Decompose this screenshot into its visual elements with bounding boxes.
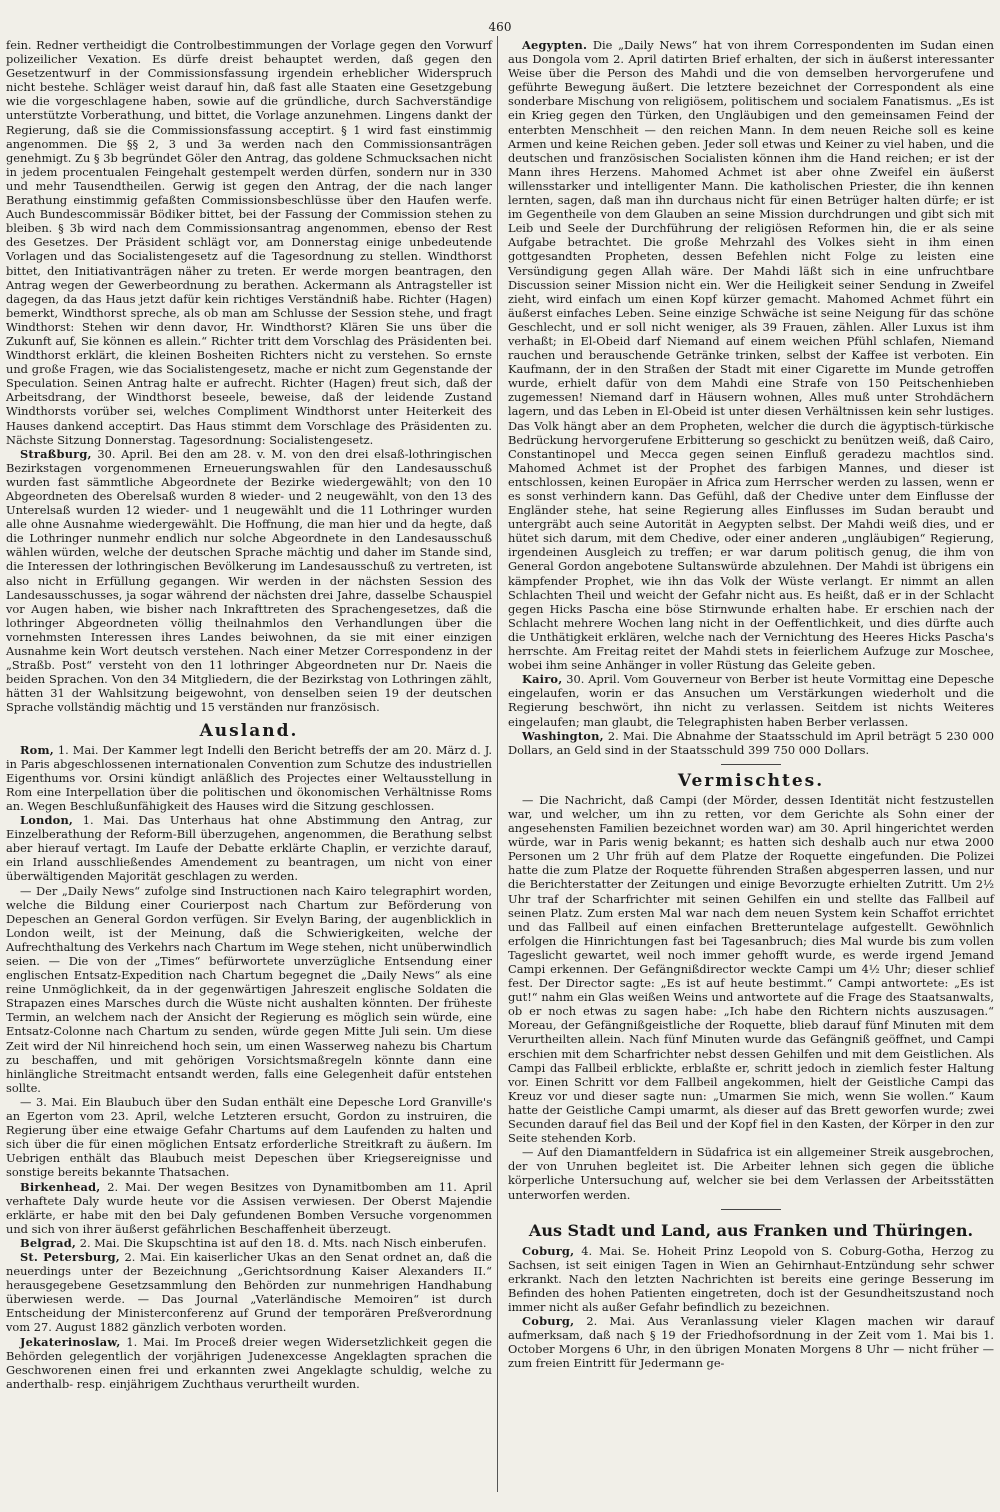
dateline: Washington, [522,728,604,743]
right-column [508,38,994,1512]
dateline: Birkenhead, [20,1179,101,1194]
dateline: Jekaterinoslaw, [20,1334,121,1349]
article-reichstag-continued: fein. Redner vertheidigt die Controlbestimmungen der Vorlage gegen den Vorwurf polizeilicher Vexation. Es dürfe dreist behauptet werden, daß gegen den Gesetzentwurf in der Commissionsfassung irgendein erheblicher Widerspruch nicht bestehe. Schläger weist darauf hin, daß fast alle Staaten eine Gesetzgebung wie die vorgeschlagene haben, sowie auf die gründliche, durch Sachverständige unterstützte Vorberathung, und bittet, die Vorlage anzunehmen. Lingens dankt der Regierung, daß sie die Commissionsfassung acceptirt. § 1 wird fast einstimmig angenommen. Die §§ 2, 3 und 3a werden nach den Commissionsanträgen genehmigt. Zu § 3b begründet Göler den Antrag, das goldene Schmucksachen nicht in jedem procentualen Feingehalt gestempelt werden dürfen, sondern nur in 330 und mehr Tausendtheilen. Gerwig ist gegen den Antrag, der die nach langer Berathung einstimmig gefaßten Commissionsbeschlüsse über den Haufen werfe. Auch Bundescommissär Bödiker bittet, bei der Fassung der Commission stehen zu bleiben. § 3b wird nach dem Commissionsantrag angenommen, ebenso der Rest des Gesetzes. Der Präsident schlägt vor, am Donnerstag einige unbedeutende Vorlagen und das Socialistengesetz auf die Tagesordnung zu stellen. Windthorst bittet, den Initiativanträgen näher zu treten. Er werde morgen beantragen, den Antrag wegen der Gewerbeordnung zu berathen. Ackermann als Antragsteller ist dagegen, da das Haus jetzt dafür kein richtiges Verständniß habe. Richter (Hagen) bemerkt, Windthorst spreche, als ob man am Schlusse der Session stehe, und fragt Windthorst: Stehen wir denn davor, Hr. Windthorst? Klären Sie uns über die Zukunft auf, Sie können es allein.“ Richter tritt dem Vorschlag des Präsidenten bei. Windthorst erklärt, die kleinen Bosheiten Richters nicht zu verstehen. So ernste und große Fragen, wie das Socialistengesetz, mache er nicht zum Gegenstande der Speculation. Seinen Antrag halte er aufrecht. Richter (Hagen) freut sich, daß der Arbeitsdrang, der Windthorst beseele, beweise, daß der leidende Zustand Windthorsts vorüber sei, welches Compliment Windthorst unter Heiterkeit des Hauses dankend acceptirt. Das Haus stimmt dem Vorschlage des Präsidenten zu. Nächste Sitzung Donnerstag. Tagesordnung: Socialistengesetz. [6,38,492,447]
section-heading-ausland: Ausland. [199,720,299,741]
dateline: Belgrad, [20,1235,77,1250]
article-coburg-1 [508,1244,994,1314]
column-divider [497,36,498,1492]
article-body: 2. Mai. Die Skupschtina ist auf den 18. d. Mts. nach Nisch einberufen. [76,1235,487,1250]
article-body: 30. April. Vom Gouverneur von Berber ist heute Vormittag eine Depesche eingelaufen, worin er das Ansuchen um Verstärkungen wiederholt und die Regierung beschwört, ihn nicht zu verlassen. Seitdem ist nichts Weiteres eingelaufen; man glaubt, die Telegraphisten haben Berber verlassen. [508,672,994,729]
article-blaubuch: — 3. Mai. Ein Blaubuch über den Sudan enthält eine Depesche Lord Granville's an Egerton vom 23. April, welche Letzteren ersucht, Gordon zu instruiren, die Regierung über eine etwaige Gefahr Chartums auf dem Laufenden zu halten und sich über die für einen möglichen Entsatz erforderliche Streitkraft zu äußern. Im Uebrigen enthält das Blaubuch meist Depeschen über Kriegsereignisse und sonstige bereits bekannte Thatsachen. [6,1094,492,1180]
article-body: 2. Mai. Ein kaiserlicher Ukas an den Senat ordnet an, daß die neuerdings unter der Bezeichnung „Gerichtsordnung Kaiser Alexanders II.“ herausgegebene Gesetzsammlung den Behörden zur nunmehrigen Handhabung überwiesen werde. — Das Journal „Vaterländische Memoiren“ ist durch Entscheidung der Ministerconferenz auf Grund der temporären Preßverordnung vom 27. August 1882 gänzlich verboten worden. [6,1249,492,1335]
article-kairo [508,672,994,728]
dateline: Coburg, [522,1243,575,1258]
article-birkenhead [6,1180,492,1236]
dateline: Kairo, [522,672,563,687]
article-diamantfelder: — Auf den Diamantfeldern in Südafrica ist ein allgemeiner Streik ausgebrochen, der von Unruhen begleitet ist. Die Arbeiter lehnen sich gegen die übliche körperliche Untersuchung auf, welcher sie bei dem Verlassen der Arbeitsstätten unterworfen werden. [508,1145,994,1202]
article-aegypten [508,38,994,672]
section-divider [721,764,781,765]
article-strassburg [6,447,492,715]
section-heading-stadt-und-land: Aus Stadt und Land, aus Franken und Thüringen. [528,1220,974,1240]
dateline: St. Petersburg, [20,1249,120,1264]
article-body: 4. Mai. Se. Hoheit Prinz Leopold von S. Coburg-Gotha, Herzog zu Sachsen, ist seit einigen Tagen in Wien an Gehirnhaut-Entzündung sehr schwer erkrankt. Nach den letzten Nachrichten ist bereits eine geringe Besserung im Befinden des hohen Patienten eingetreten, doch ist der Gesundheitszustand noch immer nicht als außer Gefahr befindlich zu bezeichnen. [508,1243,994,1315]
article-belgrad [6,1236,492,1250]
dateline: Rom, [20,742,54,757]
article-body: Die „Daily News“ hat von ihrem Correspondenten im Sudan einen aus Dongola vom 2. April datirten Brief erhalten, der sich in äußerst interessanter Weise über die Person des Mahdi und die von demselben hervorgerufene und geführte Bewegung äußert. Die letztere bezeichnet der Correspondent als eine sonderbare Mischung von religiösem, politischem und socialem Fanatismus. „Es ist ein Krieg gegen den Türken, den Ungläubigen und den gemeinsamen Feind der enterbten Menschheit — den reichen Mann. In dem neuen Reiche soll es keine Armen und keine Reichen geben. Jeder soll etwas und Keiner zu viel haben, und die deutschen und französischen Socialisten können ihm die Hand reichen; er ist der Mann ihres Herzens. Mahomed Achmet ist aber ohne Zweifel ein äußerst willensstarker und intelligenter Mann. Die katholischen Priester, die ihn kennen lernten, sagen, daß man ihn durchaus nicht für einen Betrüger halten dürfe; er ist im Gegentheile von dem Glauben an seine Mission durchdrungen und gibt sich mit Leib und Seele der Durchführung der religiösen Reformen hin, die er als seine Aufgabe betrachtet. Die große Mehrzahl des Volkes sieht in ihm einen gottgesandten Propheten, dessen Befehlen nicht Folge zu leisten eine Versündigung gegen Allah wäre. Der Mahdi läßt sich in eine unfruchtbare Discussion seiner Mission nicht ein. Wer die Heiligkeit seiner Sendung in Zweifel zieht, wird einfach um einen Kopf kürzer gemacht. Mahomed Achmet führt ein äußerst einfaches Leben. Seine einzige Schwäche ist seine Neigung für das schöne Geschlecht, und er soll nicht weniger, als 39 Frauen, zählen. Aller Luxus ist ihm verhaßt; in El-Obeid darf Niemand auf einem weichen Pfühl schlafen, Niemand rauchen und berauschende Getränke trinken, selbst der Kaffee ist verboten. Ein Kaufmann, der in den Straßen der Stadt mit einer Cigarette im Munde getroffen wurde, erhielt dafür von dem Mahdi eine Strafe von 150 Peitschenhieben zugemessen! Niemand darf in Häusern wohnen, Alles muß unter Strohdächern lagern, und das Leben in El-Obeid ist unter diesen Verhältnissen kein sehr lustiges. Das Volk hängt aber an dem Propheten, welcher die durch die ägyptisch-türkische Bedrückung hervorgerufene Erbitterung so geschickt zu benützen weiß, daß Cairo, Constantinopel und Mecca gegen seinen Einfluß geradezu machtlos sind. Mahomed Achmet ist der Prophet des farbigen Mannes, und dieser ist entschlossen, keinen Europäer in Africa zum Herrscher werden zu lassen, wenn er es sonst verhindern kann. Das Gefühl, daß der Chedive unter dem Einflusse der Engländer stehe, hat seine Regierung alles Einflusses im Sudan beraubt und untergräbt auch seine Autorität in Aegypten selbst. Der Mahdi weiß dies, und er hütet sich darum, mit dem Chedive, oder einer anderen „ungläubigen“ Regierung, irgendeinen Ausgleich zu treffen; er war darum politisch genug, die ihm von General Gordon angebotene Sultanswürde abzulehnen. Der Mahdi ist übrigens ein kämpfender Prophet, wie ihn das Volk der Wüste verlangt. Er nimmt an allen Schlachten Theil und weicht der Gefahr nicht aus. Es heißt, daß er in der Schlacht gegen Hicks Pascha eine böse Stirnwunde erhalten habe. Er erschien nach der Schlacht mehrere Wochen lang nicht in der Oeffentlichkeit, und dies dürfte auch die Unthätigkeit erklären, welche nach der Vernichtung des Heeres Hicks Pascha's herrschte. Am Freitag reitet der Mahdi stets in feierlichem Aufzuge zur Moschee, wobei ihm seine Anhänger in voller Rüstung das Geleite geben. [508,38,994,673]
article-campi: — Die Nachricht, daß Campi (der Mörder, dessen Identität nicht festzustellen war, und welcher, um ihn zu retten, vor dem Gerichte als Sohn einer der angesehensten Familien bezeichnet worden war) am 30. April hingerichtet werden würde, war in Paris wenig bekannt; es hatten sich deshalb auch nur etwa 2000 Personen um 2 Uhr früh auf dem Platze der Roquette eingefunden. Die Polizei hatte die zum Platze der Roquette führenden Straßen abgesperren lassen, und nur die Berichterstatter der Zeitungen und einige Bevorzugte erhielten Zutritt. Um 2½ Uhr traf der Scharfrichter mit seinen Gehilfen ein und stellte das Fallbeil auf seinen Platz. Zum ersten Mal war nach dem neuen System kein Schaffot errichtet und das Fallbeil auf einen einfachen Bretteruntelage aufgestellt. Gewöhnlich erfolgen die Hinrichtungen fast bei Tagesanbruch; dies Mal wurde bis zum vollen Tageslicht gewartet, weil noch immer gehofft wurde, es werde irgend Jemand Campi erkennen. Der Gefängnißdirector weckte Campi um 4½ Uhr; dieser schlief fest. Der Director sagte: „Es ist auf heute bestimmt.“ Campi antwortete: „Es ist gut!“ nahm ein Glas weißen Weins und antwortete auf die Frage des Staatsanwalts, ob er noch etwas zu sagen habe: „Ich habe den Richtern nichts auszusagen.“ Moreau, der Gefängnißgeistliche der Roquette, blieb darauf fünf Minuten mit dem Verurtheilten allein. Nach fünf Minuten wurde das Gefängniß geöffnet, und Campi erschien mit dem Scharfrichter nebst dessen Gehilfen und mit dem Geistlichen. Als Campi das Fallbeil erblickte, erblaßte er, schritt jedoch in ziemlich fester Haltung vor. Einen Schritt vor dem Fallbeil angekommen, hielt der Geistliche Campi das Kreuz vor und dieser sagte nun: „Umarmen Sie mich, wenn Sie wollen.“ Kaum hatte der Geistliche Campi umarmt, als dieser auf das Brett geworfen wurde; zwei Secunden darauf fiel das Beil und der Kopf fiel in den Kasten, der Körper in den zur Seite stehenden Korb. [508,792,994,1146]
article-st-petersburg [6,1250,492,1335]
article-body: 2. Mai. Aus Veranlassung vieler Klagen machen wir darauf aufmerksam, daß nach § 19 der Friedhofsordnung in der Zeit vom 1. Mai bis 1. October Morgens 6 Uhr, in den übrigen Monaten Morgens 8 Uhr — nicht früher — zum freien Eintritt für Jedermann ge- [508,1314,994,1371]
article-body: 2. Mai. Der wegen Besitzes von Dynamitbomben am 11. April verhaftete Daly wurde heute vor die Assisen verwiesen. Der Oberst Majendie erklärte, er habe mit den bei Daly gefundenen Bomben Versuche vorgenommen und sich von ihrer äußerst gefährlichen Beschaffenheit überzeugt. [6,1179,492,1236]
article-london [6,813,492,883]
article-body: 30. April. Bei den am 28. v. M. von den drei elsaß-lothringischen Bezirkstagen vorgenommenen Erneuerungswahlen für den Landesausschuß wurden fast sämmtliche Abgeordnete der Bezirke wiedergewählt; von den 10 Abgeordneten des Oberelsaß wurden 8 wieder- und 2 neugewählt, von den 13 des Unterelsaß wurden 12 wieder- und 1 neugewählt und die 11 Lothringer wurden alle ohne Ausnahme wiedergewählt. Die Hoffnung, die man hier und da hegte, daß die Lothringer nunmehr endlich nur solche Abgeordnete in den Landesausschuß wählen würden, welche der deutschen Sprache mächtig und daher im Stande sind, die Interessen der lothringischen Bevölkerung im Landesausschuß zu vertreten, ist also nicht in Erfüllung gegangen. Wir werden in der nächsten Session des Landesausschusses, ja sogar während der nächsten drei Jahre, dasselbe Schauspiel vor Augen haben, wie bisher nach Inkrafttreten des Sprachengesetzes, daß die lothringer Abgeordneten völlig theilnahmlos den Verhandlungen über die vornehmsten Interessen ihres Landes beiwohnen, da sie mit einer einzigen Ausnahme kein Wort deutsch verstehen. Nach einer Metzer Correspondenz in der „Straßb. Post“ versteht von den 11 lothringer Abgeordneten nur Dr. Naeis die beiden Sprachen. Von den 34 Mitgliedern, die der Bezirkstag von Lothringen zählt, hätten 31 der Wahlsitzung beigewohnt, von denselben seien 19 der deutschen Sprache vollständig mächtig und 15 verständen nur französisch. [6,446,492,715]
dateline: Aegypten. [522,38,588,52]
article-body: 2. Mai. Die Abnahme der Staatsschuld im April beträgt 5 230 000 Dollars, an Geld sind in der Staatsschuld 399 750 000 Dollars. [508,728,994,757]
article-rom [6,743,492,813]
page-number: 460 [488,20,512,34]
article-body: 1. Mai. Das Unterhaus hat ohne Abstimmung den Antrag, zur Einzelberathung der Reform-Bill überzugehen, angenommen, die Berathung selbst aber hierauf vertagt. Im Laufe der Debatte erklärte Chaplin, er verzichte darauf, ein Irland ausschließendes Amendement zu beantragen, um nicht von einer überwältigenden Majorität geschlagen zu werden. [6,813,492,884]
section-divider [721,1209,781,1210]
article-body: 1. Mai. Der Kammer legt Indelli den Bericht betreffs der am 20. März d. J. in Paris abgeschlossenen internationalen Convention zum Schutze des industriellen Eigenthums vor. Orsini kündigt anläßlich des Projectes einer Weltausstellung in Rom eine Interpellation über die politischen und ökonomischen Verhältnisse Roms an. Wegen Beschlußunfähigkeit des Hauses wird die Sitzung geschlossen. [6,742,492,813]
dateline: Coburg, [522,1314,575,1329]
article-coburg-2 [508,1314,994,1370]
dateline: London, [20,813,74,828]
article-body: 1. Mai. Im Proceß dreier wegen Widersetzlichkeit gegen die Behörden gelegentlich der vorjährigen Judenexcesse Angeklagten sprachen die Geschworenen einen frei und erkannten zwei Angeklagte schuldig, welche zu anderthalb- resp. einjährigem Zuchthaus verurtheilt wurden. [6,1334,492,1391]
left-column [6,38,492,1512]
article-jekaterinoslaw [6,1335,492,1391]
dateline: Straßburg, [20,446,92,461]
article-daily-news: — Der „Daily News“ zufolge sind Instructionen nach Kairo telegraphirt worden, welche die Bildung einer Courierpost nach Chartum zur Beförderung von Depeschen an General Gordon verfügen. Sir Evelyn Baring, der augenblicklich in London weilt, ist der Meinung, daß die Schwierigkeiten, welche der Aufrechthaltung des Verkehrs nach Chartum im Wege stehen, nicht unüberwindlich seien. — Die von der „Times“ befürwortete unverzügliche Entsendung einer englischen Entsatz-Expedition nach Chartum begegnet die „Daily News“ als eine reine Unmöglichkeit, da in der gegenwärtigen Jahreszeit englische Soldaten die Strapazen eines Marsches durch die Wüste nicht aushalten könnten. Der früheste Termin, an welchem nach der Ansicht der Regierung es möglich sein würde, eine Entsatz-Colonne nach Chartum zu senden, würde gegen Mitte Juli sein. Um diese Zeit wird der Nil hinreichend hoch sein, um einen Wasserweg nahezu bis Chartum zu beschaffen, und mit gehörigen Vorsichtsmaßregeln könnte dann eine hinlängliche Streitmacht entsandt werden, falls eine Gelegenheit dafür entstehen sollte. [6,883,492,1095]
section-heading-vermischtes: Vermischtes. [677,770,825,791]
article-washington [508,729,994,757]
